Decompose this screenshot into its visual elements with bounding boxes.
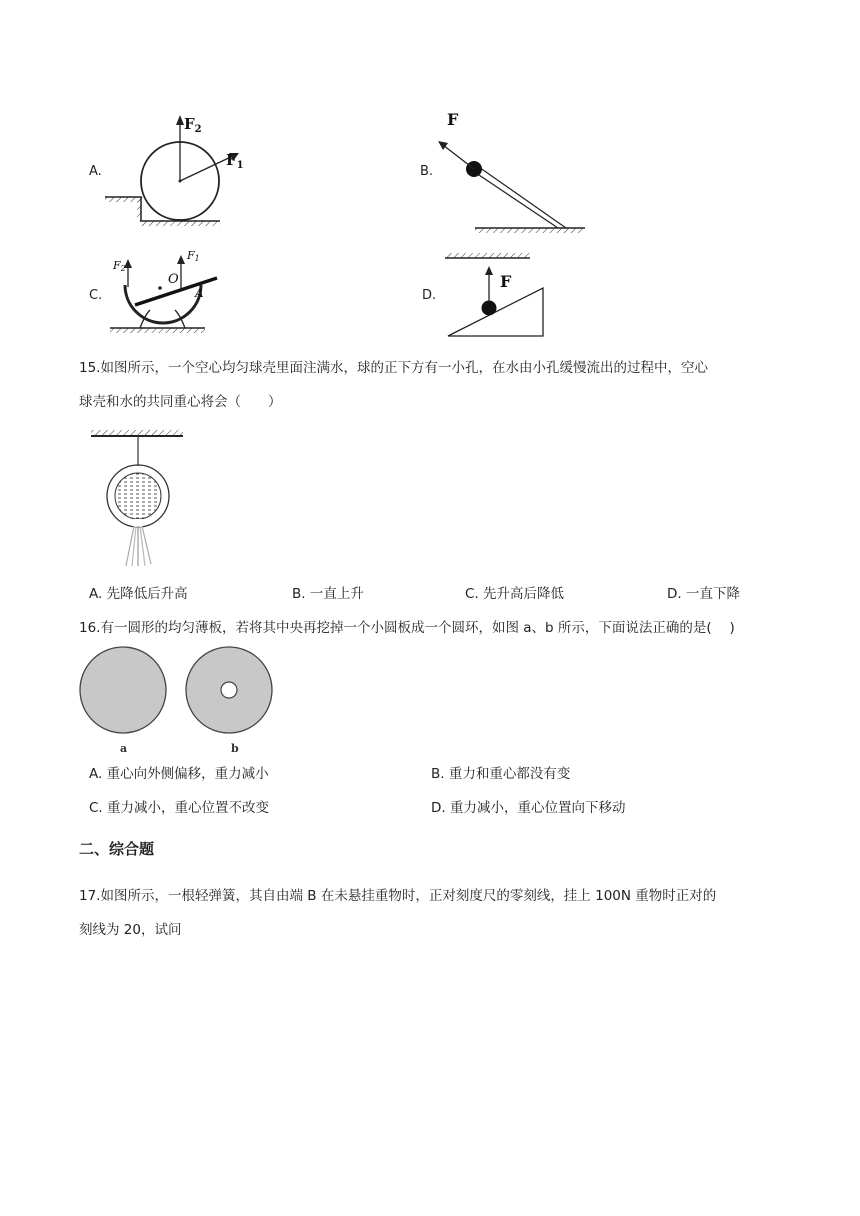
q15-option-a: A. 先降低后升高	[89, 586, 188, 602]
q16-figure	[75, 644, 280, 756]
q14-c-o-label: O	[168, 272, 179, 287]
q14-d-f-label: F	[500, 272, 512, 291]
q15-stem-line2: 球壳和水的共同重心将会（ ）	[79, 394, 282, 410]
section-heading: 二、综合题	[79, 840, 155, 858]
q17-stem-line2: 刻线为 20，试问	[79, 922, 182, 938]
q14-figure-c	[105, 245, 225, 340]
q14-option-a-letter: A.	[89, 164, 102, 179]
q16-option-c: C. 重力减小，重心位置不改变	[89, 800, 270, 816]
q16-label-b: b	[231, 742, 239, 755]
q14-a-f1-label: $F_1$	[226, 151, 244, 171]
q15-figure	[88, 428, 188, 568]
q15-option-c: C. 先升高后降低	[465, 586, 565, 602]
q14-b-f-label: F	[447, 110, 459, 129]
q16-option-b: B. 重力和重心都没有变	[431, 766, 571, 782]
q14-figure-b	[430, 105, 590, 235]
q14-c-f2-label: F2	[113, 259, 126, 273]
q16-option-a: A. 重心向外侧偏移，重力减小	[89, 766, 269, 782]
q15-stem-line1: 15.如图所示，一个空心均匀球壳里面注满水，球的正下方有一小孔，在水由小孔缓慢流出的过程中，空心	[79, 360, 708, 376]
q14-a-f2-label: $F_2$	[184, 115, 202, 135]
q14-figure-a	[100, 105, 250, 230]
q14-c-f1-label: F1	[187, 249, 200, 263]
q17-stem-line1: 17.如图所示，一根轻弹簧，其自由端 B 在未悬挂重物时，正对刻度尺的零刻线，挂上 100N 重物时正对的	[79, 888, 717, 904]
q14-c-a-label: A	[195, 286, 204, 300]
q16-label-a: a	[120, 742, 128, 755]
q14-figure-d	[440, 250, 550, 342]
q14-option-b-letter: B.	[420, 164, 434, 179]
q16-option-d: D. 重力减小，重心位置向下移动	[431, 800, 626, 816]
q15-option-d: D. 一直下降	[667, 586, 740, 602]
q14-option-c-letter: C.	[89, 288, 103, 303]
q14-option-d-letter: D.	[422, 288, 437, 303]
q15-option-b: B. 一直上升	[292, 586, 364, 602]
q16-stem-line1: 16.有一圆形的均匀薄板，若将其中央再挖掉一个小圆板成一个圆环，如图 a、b 所示，下面说法正确的是( )	[79, 620, 735, 636]
